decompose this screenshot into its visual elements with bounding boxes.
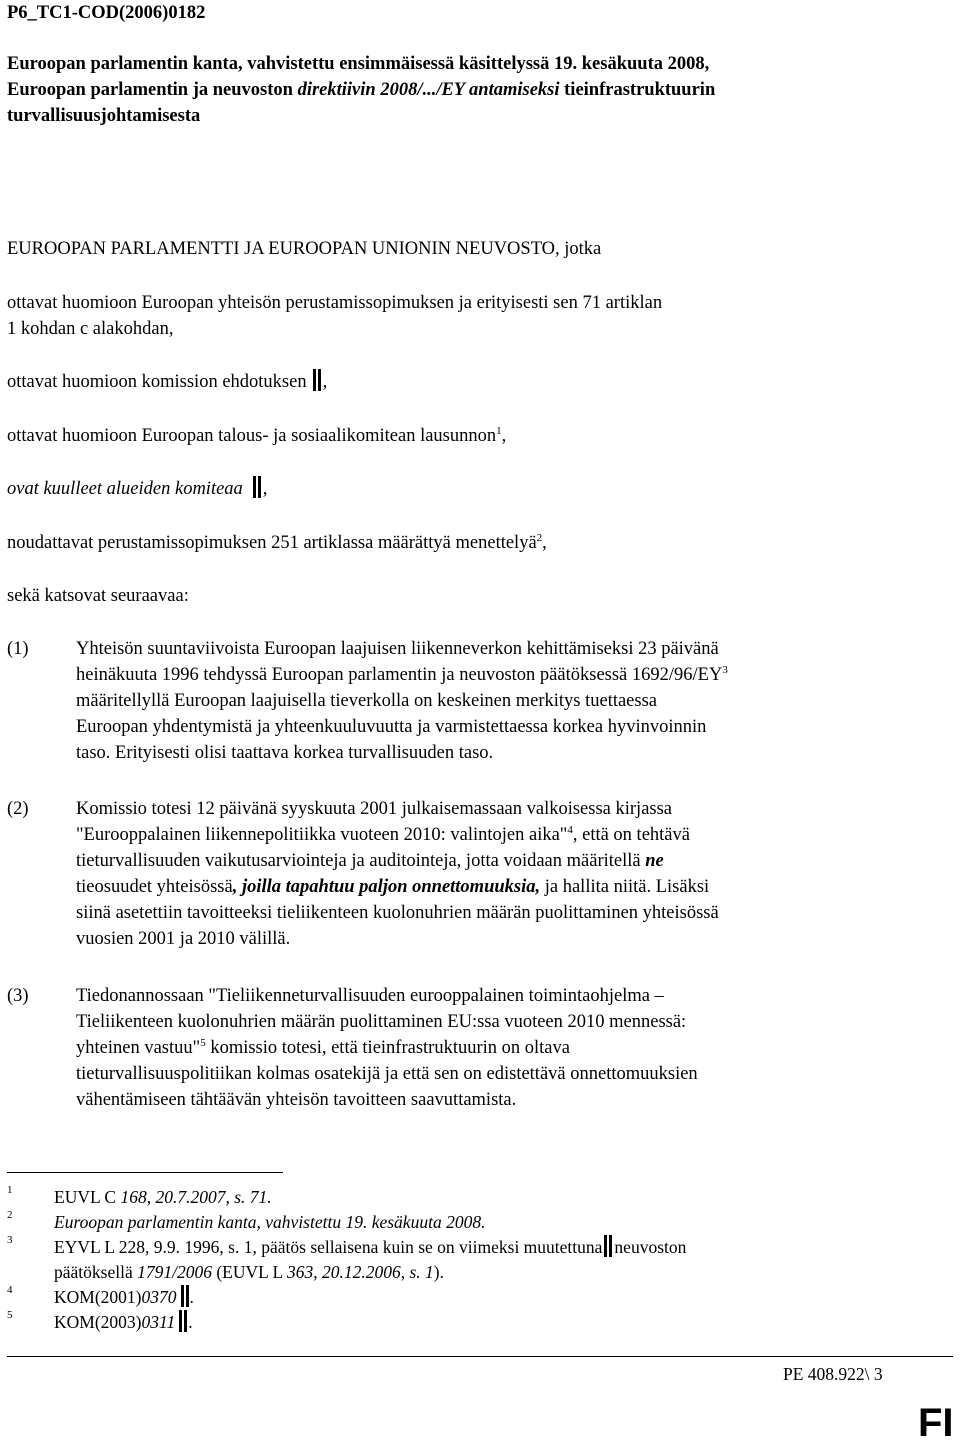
amendment-bar-icon xyxy=(604,1235,612,1257)
position-title-line: Euroopan parlamentin kanta, vahvistettu ensimmäisessä käsittelyssä 19. kesäkuuta 2008, xyxy=(7,54,710,74)
amendment-bar-icon xyxy=(179,1310,187,1332)
footer-separator xyxy=(7,1356,953,1357)
recital-text: Tiedonannossaan "Tieliikenneturvallisuuden eurooppalainen toimintaohjelma – Tieliikenteen kuolonuhrien määrän puolittaminen EU:ssa vuoteen 2010 mennessä: yhteinen vastuu"$^5$ komissio totesi, että tieinfrastruktuurin on oltava tieturvallisuuspolitiikan kolmas osatekijä ja että sen on edistettävä onnettomuuksien vähentämiseen tähtäävän yhteisön tavoitteen saavuttamista. xyxy=(76,986,698,1110)
footnote-ref[interactable]: 1 xyxy=(496,424,502,437)
amendment-bar-icon xyxy=(313,369,321,391)
position-title-line: turvallisuusjohtamisesta xyxy=(7,106,201,126)
document-code: P6_TC1-COD(2006)0182 xyxy=(7,3,206,23)
citation-procedure: noudattavat perustamissopimuksen 251 artiklassa määrättyä menettelyä$^2$, xyxy=(7,531,547,553)
recital-text: Komissio totesi 12 päivänä syyskuuta 2001 julkaisemassaan valkoisessa kirjassa "Eurooppalainen liikennepolitiikka vuoteen 2010: valintojen aika"$^4$, että on tehtävä tieturvallisuuden vaikutusarviointeja ja auditointeja, jotta voidaan määritellä ne tieosuudet yhteisössä, joilla tapahtuu paljon onnettomuuksia, ja hallita niitä. Lisäksi siinä asetettiin tavoitteeksi tieliikenteen kuolonuhrien määrän puolittaminen yhteisössä vuosien 2001 ja 2010 välillä. xyxy=(76,799,719,949)
footnote-separator xyxy=(7,1172,283,1173)
footnote-ref[interactable]: 4 xyxy=(567,823,573,836)
footnote-ref[interactable]: 2 xyxy=(536,531,543,544)
preamble-intro: EUROOPAN PARLAMENTTI JA EUROOPAN UNIONIN NEUVOSTO, jotka xyxy=(7,239,602,259)
page-reference: PE 408.922\ 3 xyxy=(783,1364,883,1384)
amendment-bar-icon xyxy=(181,1285,189,1307)
citation-ecosoc: ottavat huomioon Euroopan talous- ja sosiaalikomitean lausunnon$^1$, xyxy=(7,424,507,446)
position-title-line: Euroopan parlamentin ja neuvoston direktiivin 2008/.../EY antamiseksi tieinfrastruktuurin xyxy=(7,80,716,100)
whereas-intro: sekä katsovat seuraavaa: xyxy=(7,586,189,606)
amendment-bar-icon xyxy=(253,476,261,498)
position-title xyxy=(7,51,937,129)
recital-number: (1) xyxy=(7,639,29,659)
recital-text: Yhteisön suuntaviivoista Euroopan laajuisen liikenneverkon kehittämiseksi 23 päivänä heinäkuuta 1996 tehdyssä Euroopan parlamentin ja neuvoston päätöksessä $1692/96/EY^3$ määritellyllä Euroopan laajuisella tieverkolla on keskeinen merkitys tuettaessa Euroopan yhdentymistä ja yhteenkuuluvuutta ja varmistettaessa korkea hyvinvoinnin taso. Erityisesti olisi taattava korkea turvallisuuden taso. xyxy=(76,639,728,763)
recital-number: (3) xyxy=(7,986,29,1006)
citation-treaty: ottavat huomioon Euroopan yhteisön perustamissopimuksen ja erityisesti sen 71 artiklan xyxy=(7,293,663,313)
citation-regions: ovat kuulleet alueiden komiteaa , xyxy=(7,476,267,502)
recital-number: (2) xyxy=(7,799,29,819)
citation-treaty-cont: 1 kohdan c alakohdan, xyxy=(7,319,174,339)
language-code: FI xyxy=(918,1401,954,1445)
footnote-ref[interactable]: 3 xyxy=(722,663,728,676)
footnote-ref[interactable]: 5 xyxy=(200,1036,206,1049)
citation-commission: ottavat huomioon komission ehdotuksen , xyxy=(7,369,327,395)
